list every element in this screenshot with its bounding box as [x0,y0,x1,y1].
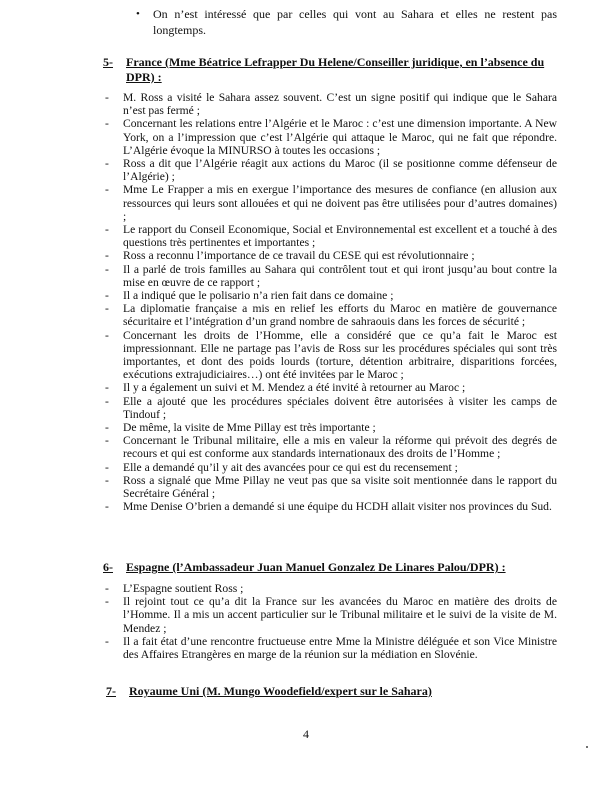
list-item: - Le rapport du Conseil Economique, Social et Environnemental est excellent et a touché à des questions très pertinentes et importantes ; [105,223,557,249]
section-5-heading [103,55,558,85]
list-item: - Ross a reconnu l’importance de ce travail du CESE qui est révolutionnaire ; [105,249,557,262]
section-5-list [105,91,557,514]
bullet-icon: • [136,8,140,20]
section-7-title: Royaume Uni (M. Mungo Woodefield/expert sur le Sahara) [129,684,432,698]
section-6-number: 6- [103,560,113,574]
list-item: - Elle a ajouté que les procédures spéciales doivent être autorisées à visiter les camps de Tindouf ; [105,395,557,421]
list-item: - Il a indiqué que le polisario n’a rien fait dans ce domaine ; [105,289,557,302]
list-item: - Mme Denise O’brien a demandé si une équipe du HCDH allait visiter nos provinces du Sud. [105,500,557,513]
list-item: - De même, la visite de Mme Pillay est très importante ; [105,421,557,434]
list-item: - Il y a également un suivi et M. Mendez a été invité à retourner au Maroc ; [105,381,557,394]
section-6-heading [103,560,558,575]
section-7-heading [106,684,559,699]
list-item: - Concernant le Tribunal militaire, elle a mis en valeur la réforme qui prévoit des degrés de recours et qui est conforme aux standards internationaux des droits de l’Homme ; [105,434,557,460]
list-item: - M. Ross a visité le Sahara assez souvent. C’est un signe positif qui indique que le Sahara n’est pas fermé ; [105,91,557,117]
section-5-title: France (Mme Béatrice Lefrapper Du Helene/Conseiller juridique, en l’absence du DPR) : [126,55,545,84]
top-bullet-text: On n’est intéressé que par celles qui vont au Sahara et elles ne restent pas longtemps. [153,7,557,37]
section-6-title: Espagne (l’Ambassadeur Juan Manuel Gonzalez De Linares Palou/DPR) : [126,560,506,574]
list-item: - Il a fait état d’une rencontre fructueuse entre Mme la Ministre déléguée et son Vice Ministre des Affaires Etrangères en marge de la réunion sur la médiation en Slovénie. [105,635,557,661]
list-item: - Ross a signalé que Mme Pillay ne veut pas que sa visite soit mentionnée dans le rapport du Secrétaire Général ; [105,474,557,500]
list-item: - Elle a demandé qu’il y ait des avancées pour ce qui est du recensement ; [105,461,557,474]
section-7-number: 7- [106,684,116,698]
top-bullet-item [136,6,557,38]
list-item: - Ross a dit que l’Algérie réagit aux actions du Maroc (il se positionne comme défenseur de l’Algérie) ; [105,157,557,183]
page-number: 4 [303,727,309,741]
list-item: - Il rejoint tout ce qu’a dit la France sur les avancées du Maroc en matière des droits de l’Homme. Il a mis un accent particulier sur le Tribunal militaire et le suivi de la visite de M. Mendez ; [105,595,557,635]
list-item: - Concernant les droits de l’Homme, elle a considéré que ce qu’a fait le Maroc est impressionnant. Elle ne partage pas l’avis de Ross sur les procédures spéciales qui sont très importantes, et dont des poids lourds (torture, détention arbitraire, disparitions forcées, exécutions extrajudiciaires…) ont été invitées par le Maroc ; [105,329,557,382]
scan-speck [586,746,588,748]
section-5-number: 5- [103,55,113,69]
list-item: - Concernant les relations entre l’Algérie et le Maroc : c’est une dimension importante. A New York, on a l’impression que c’est l’Algérie qui attaque le Maroc, qui ne fait que répondre. L’Algérie évoque la MINURSO à toutes les occasions ; [105,117,557,157]
list-item: - Mme Le Frapper a mis en exergue l’importance des mesures de confiance (en allusion aux ressources qui leurs sont allouées et qui ne doivent pas être utilisées pour d’autres domaines) ; [105,183,557,223]
list-item: - La diplomatie française a mis en relief les efforts du Maroc en matière de gouvernance sécuritaire et l’intégration d’un grand nombre de sahraouis dans les forces de sécurité ; [105,302,557,328]
list-item: - Il a parlé de trois familles au Sahara qui contrôlent tout et qui iront jusqu’au bout contre la mise en œuvre de ce rapport ; [105,263,557,289]
list-item: - L’Espagne soutient Ross ; [105,582,557,595]
section-6-list [105,582,557,661]
